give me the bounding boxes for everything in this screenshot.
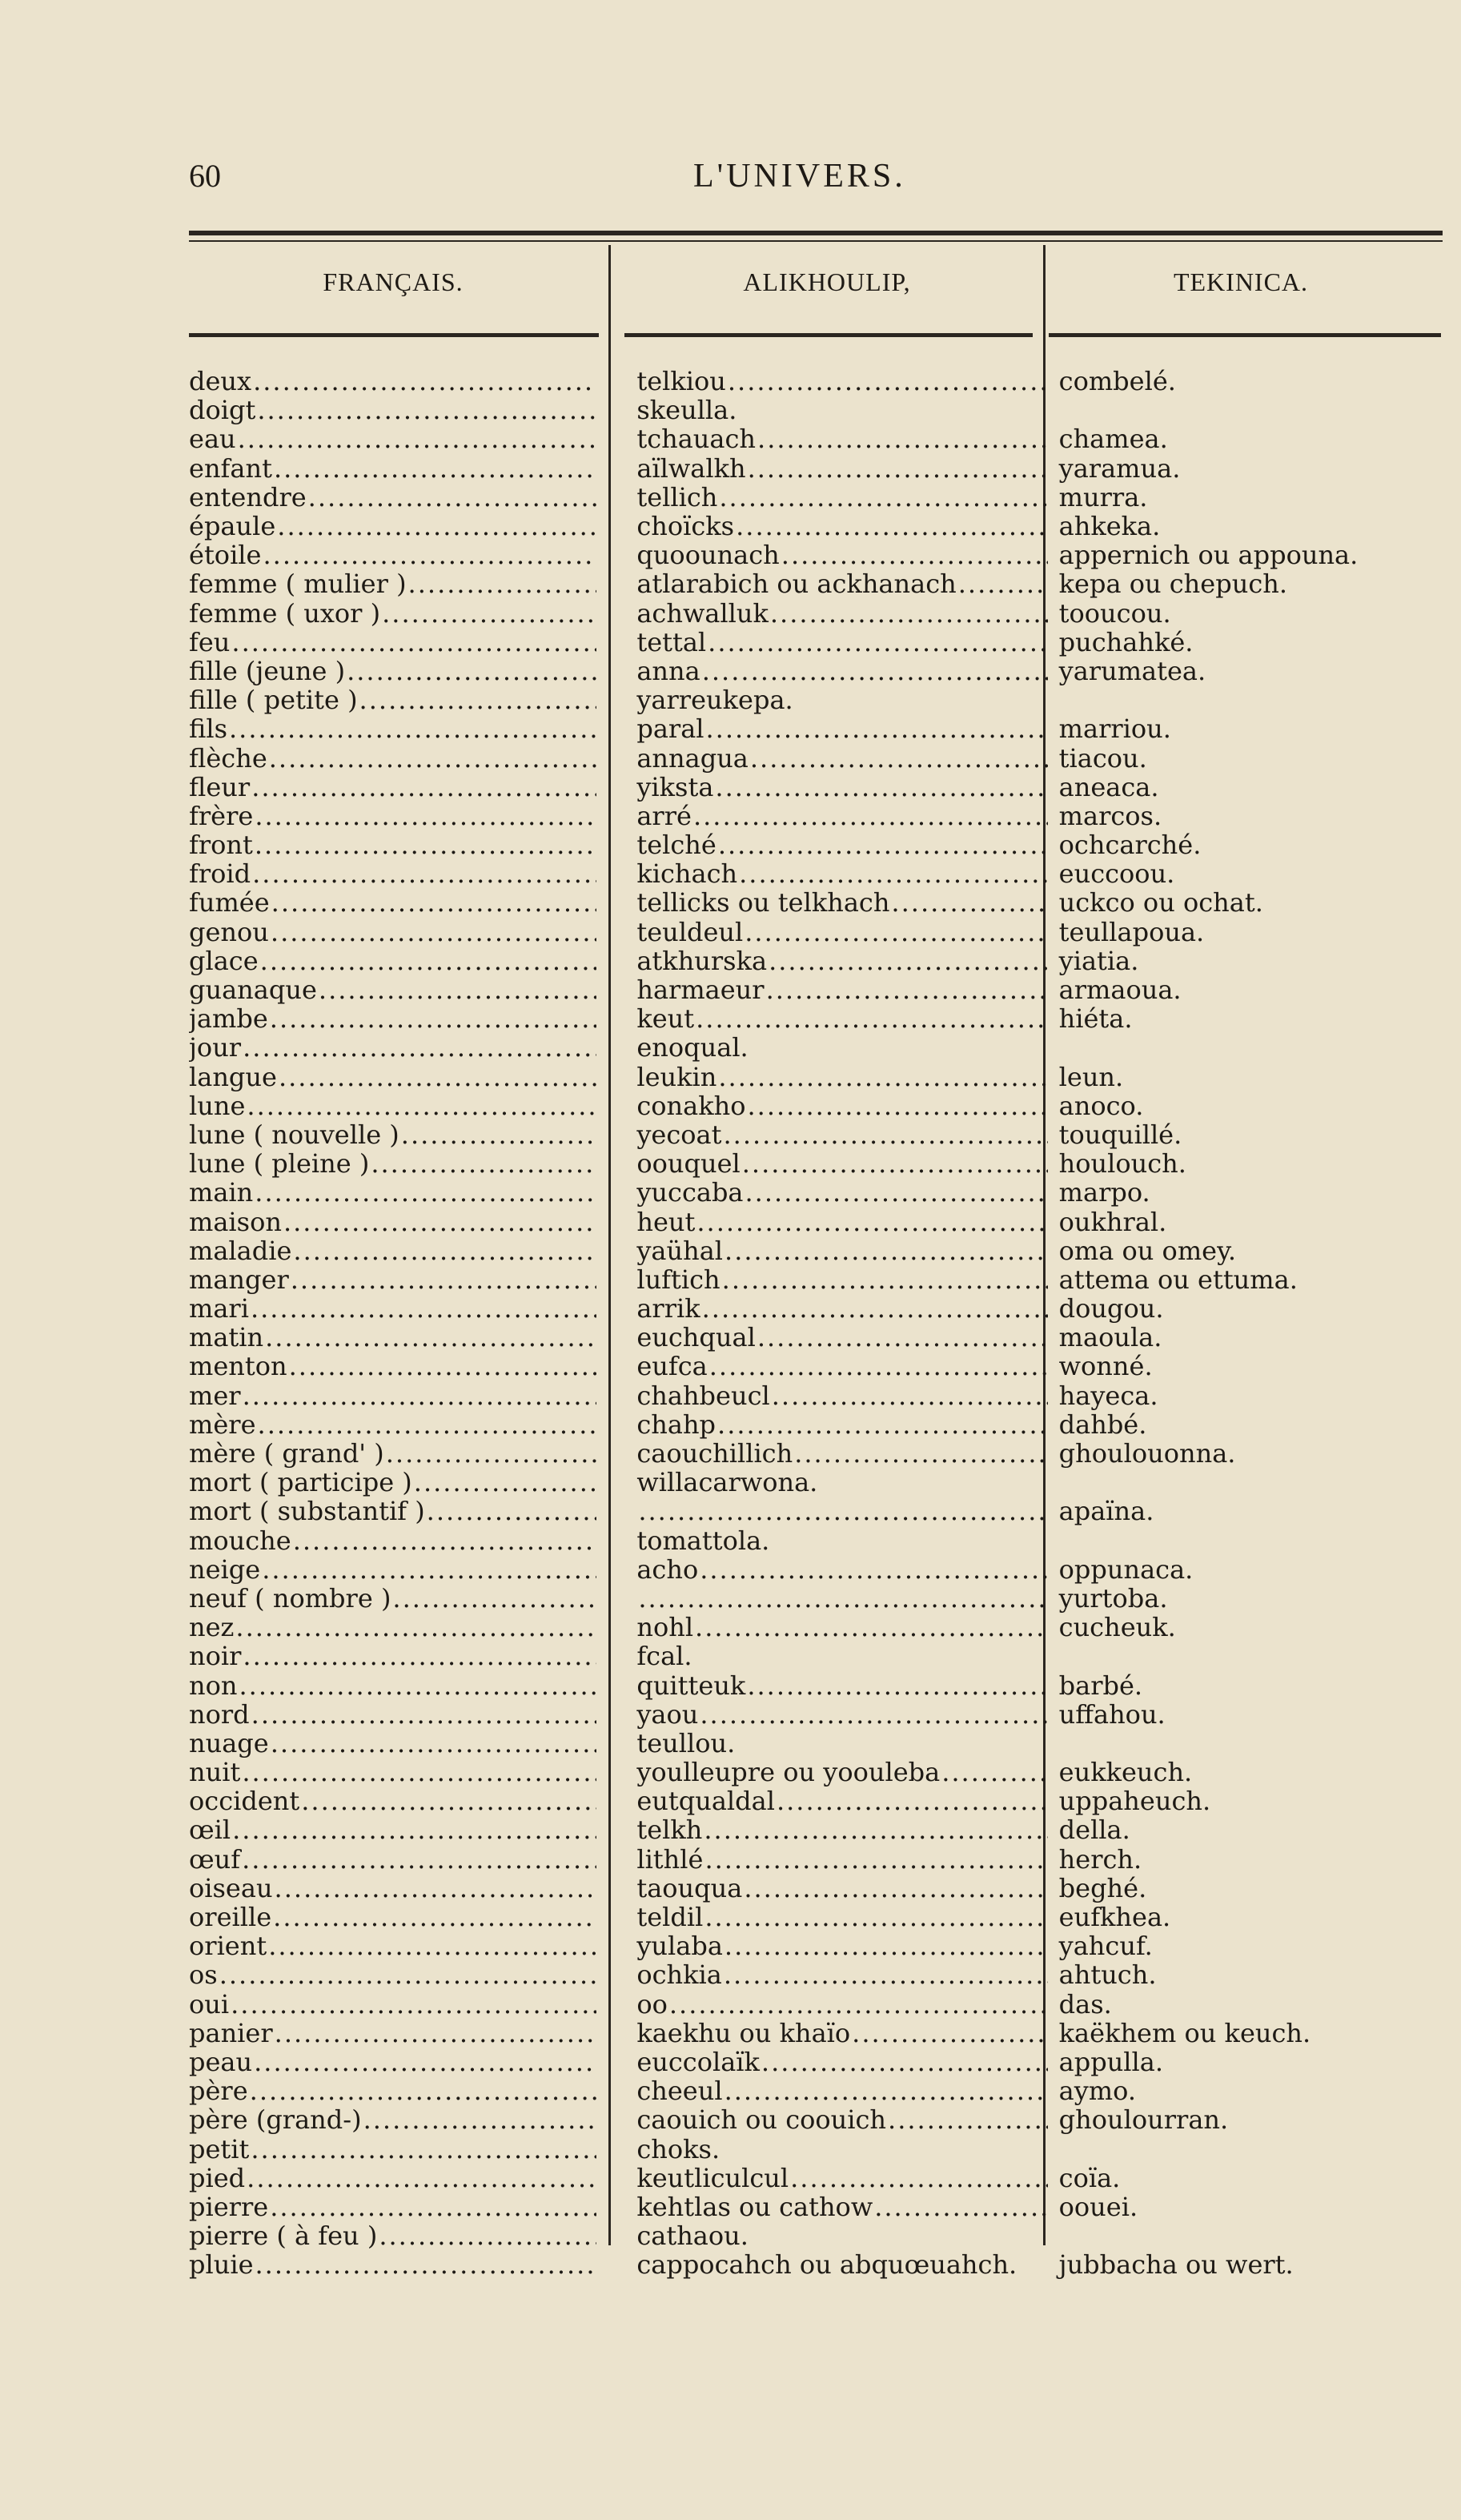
alikhoulip-word: yecoat ..... bbox=[624, 1120, 1047, 1149]
alikhoulip-word: teuldeul ..... bbox=[624, 918, 1047, 947]
tekinica-word: hayeca. bbox=[1058, 1381, 1158, 1410]
french-word: nuage ..... bbox=[189, 1729, 596, 1758]
alikhoulip-word: telkiou ..... bbox=[624, 367, 1047, 396]
top-rule bbox=[189, 231, 1443, 235]
table-row bbox=[189, 714, 1443, 743]
tekinica-word: marpo. bbox=[1058, 1178, 1150, 1208]
table-row bbox=[189, 1207, 1443, 1236]
alikhoulip-word: keutliculcul ..... bbox=[624, 2164, 1047, 2192]
tekinica-word: appulla. bbox=[1058, 2047, 1164, 2076]
french-word: pied ..... bbox=[189, 2164, 596, 2192]
tekinica-word: yaramua. bbox=[1058, 453, 1181, 483]
french-word: fils ..... bbox=[189, 714, 596, 743]
alikhoulip-word: arrik ..... bbox=[624, 1294, 1047, 1323]
table-row bbox=[189, 1613, 1443, 1642]
table-row bbox=[189, 2164, 1443, 2192]
table-row bbox=[189, 454, 1443, 483]
table-row bbox=[189, 569, 1443, 598]
alikhoulip-word: caouchillich ..... bbox=[624, 1439, 1047, 1468]
french-word: glace ..... bbox=[189, 947, 596, 975]
table-row bbox=[189, 975, 1443, 1004]
alikhoulip-word: kichach ..... bbox=[624, 859, 1047, 888]
french-word: deux ..... bbox=[189, 367, 596, 396]
french-word: main ..... bbox=[189, 1178, 596, 1207]
running-title: L'UNIVERS. bbox=[693, 158, 906, 195]
alikhoulip-word bbox=[624, 1584, 1047, 1613]
tekinica-word: tiacou. bbox=[1058, 743, 1147, 773]
table-row bbox=[189, 1352, 1443, 1381]
alikhoulip-word: yarreukepa. bbox=[636, 685, 793, 715]
french-word: front ..... bbox=[189, 830, 596, 859]
tekinica-word: wonné. bbox=[1058, 1352, 1153, 1381]
alikhoulip-word: skeulla. bbox=[636, 396, 737, 425]
french-word: matin ..... bbox=[189, 1323, 596, 1352]
table-row bbox=[189, 1845, 1443, 1874]
alikhoulip-word: choïcks ..... bbox=[624, 512, 1047, 541]
table-row bbox=[189, 1642, 1443, 1670]
french-word: noir ..... bbox=[189, 1642, 596, 1670]
french-word: neuf ( nombre ) ..... bbox=[189, 1584, 596, 1613]
french-word: mer ..... bbox=[189, 1381, 596, 1410]
french-word: père ..... bbox=[189, 2076, 596, 2105]
table-row bbox=[189, 1990, 1443, 2019]
table-row bbox=[189, 1815, 1443, 1844]
french-word: oiseau ..... bbox=[189, 1874, 596, 1903]
french-word: occident ..... bbox=[189, 1787, 596, 1815]
alikhoulip-word: acho ..... bbox=[624, 1555, 1047, 1584]
table-row bbox=[189, 2105, 1443, 2134]
alikhoulip-word: luftich ..... bbox=[624, 1265, 1047, 1294]
table-row bbox=[189, 2134, 1443, 2163]
tekinica-word: appernich ou appouna. bbox=[1058, 541, 1359, 570]
tekinica-word: marriou. bbox=[1058, 714, 1171, 744]
french-word: mort ( participe ) ..... bbox=[189, 1468, 596, 1497]
table-row bbox=[189, 1584, 1443, 1613]
alikhoulip-word: euccolaïk ..... bbox=[624, 2048, 1047, 2076]
table-row bbox=[189, 685, 1443, 714]
table-row bbox=[189, 396, 1443, 424]
tekinica-word: kepa ou chepuch. bbox=[1058, 569, 1288, 599]
tekinica-word: herch. bbox=[1058, 1844, 1142, 1874]
french-word: oreille ..... bbox=[189, 1903, 596, 1931]
alikhoulip-word: cheeul ..... bbox=[624, 2076, 1047, 2105]
french-word: jour ..... bbox=[189, 1033, 596, 1062]
french-word: œil ..... bbox=[189, 1815, 596, 1844]
french-word: jambe ..... bbox=[189, 1004, 596, 1033]
tekinica-word: yiatia. bbox=[1058, 946, 1139, 975]
french-word: doigt ..... bbox=[189, 396, 596, 424]
alikhoulip-word: kaekhu ou khaïo ..... bbox=[624, 2019, 1047, 2048]
tekinica-word: barbé. bbox=[1058, 1670, 1143, 1700]
table-row bbox=[189, 947, 1443, 975]
alikhoulip-word: harmaeur ..... bbox=[624, 975, 1047, 1004]
tekinica-word: hiéta. bbox=[1058, 1004, 1133, 1034]
french-word: neige ..... bbox=[189, 1555, 596, 1584]
tekinica-word: murra. bbox=[1058, 482, 1148, 512]
top-rule-thin bbox=[189, 240, 1443, 242]
alikhoulip-word: kehtlas ou cathow ..... bbox=[624, 2192, 1047, 2221]
tekinica-word: eukkeuch. bbox=[1058, 1758, 1193, 1787]
column-header-alikhoulip: ALIKHOULIP, bbox=[743, 267, 911, 296]
table-row bbox=[189, 888, 1443, 917]
french-word: orient ..... bbox=[189, 1931, 596, 1960]
tekinica-word: ghoulouonna. bbox=[1058, 1439, 1236, 1469]
table-row bbox=[189, 773, 1443, 802]
alikhoulip-word: oouquel ..... bbox=[624, 1149, 1047, 1178]
french-word: œuf ..... bbox=[189, 1845, 596, 1874]
alikhoulip-word: keut ..... bbox=[624, 1004, 1047, 1033]
alikhoulip-word: lithlé ..... bbox=[624, 1845, 1047, 1874]
tekinica-word: ahtuch. bbox=[1058, 1960, 1157, 1990]
tekinica-word: touquillé. bbox=[1058, 1119, 1182, 1149]
alikhoulip-word bbox=[624, 1497, 1047, 1525]
tekinica-word: ahkeka. bbox=[1058, 512, 1161, 541]
tekinica-word: oppunaca. bbox=[1058, 1554, 1194, 1584]
table-row bbox=[189, 1439, 1443, 1468]
table-row bbox=[189, 367, 1443, 396]
french-word: genou ..... bbox=[189, 918, 596, 947]
alikhoulip-word: yaou ..... bbox=[624, 1700, 1047, 1729]
french-word: feu ..... bbox=[189, 628, 596, 657]
table-row bbox=[189, 2019, 1443, 2048]
tekinica-word: cucheuk. bbox=[1058, 1613, 1176, 1642]
tekinica-word: combelé. bbox=[1058, 367, 1176, 396]
alikhoulip-word: tomattola. bbox=[636, 1525, 770, 1555]
french-word: nuit ..... bbox=[189, 1758, 596, 1787]
tekinica-word: ochcarché. bbox=[1058, 830, 1202, 860]
french-word: guanaque ..... bbox=[189, 975, 596, 1004]
alikhoulip-word: leukin ..... bbox=[624, 1063, 1047, 1091]
french-word: manger ..... bbox=[189, 1265, 596, 1294]
alikhoulip-word: willacarwona. bbox=[636, 1468, 818, 1497]
header-rule-alikhoulip bbox=[624, 333, 1033, 337]
alikhoulip-word: atlarabich ou ackhanach ..... bbox=[624, 569, 1047, 598]
french-word: langue ..... bbox=[189, 1063, 596, 1091]
tekinica-word: yurtoba. bbox=[1058, 1583, 1168, 1613]
table-row bbox=[189, 1091, 1443, 1120]
alikhoulip-word: tettal ..... bbox=[624, 628, 1047, 657]
tekinica-word: tooucou. bbox=[1058, 598, 1171, 628]
french-word: fumée ..... bbox=[189, 888, 596, 917]
french-word: peau ..... bbox=[189, 2048, 596, 2076]
alikhoulip-word: quitteuk ..... bbox=[624, 1671, 1047, 1700]
table-row bbox=[189, 2192, 1443, 2221]
alikhoulip-word: caouich ou coouich ..... bbox=[624, 2105, 1047, 2134]
tekinica-word: puchahké. bbox=[1058, 627, 1194, 657]
table-row bbox=[189, 1004, 1443, 1033]
french-word: panier ..... bbox=[189, 2019, 596, 2048]
alikhoulip-word: achwalluk ..... bbox=[624, 599, 1047, 628]
table-row bbox=[189, 2048, 1443, 2076]
table-row bbox=[189, 1497, 1443, 1525]
tekinica-word: das. bbox=[1058, 1989, 1112, 2019]
page-number: 60 bbox=[189, 158, 221, 194]
alikhoulip-word: paral ..... bbox=[624, 714, 1047, 743]
french-word: menton ..... bbox=[189, 1352, 596, 1381]
french-word: froid ..... bbox=[189, 859, 596, 888]
table-row bbox=[189, 483, 1443, 512]
table-row bbox=[189, 599, 1443, 628]
alikhoulip-word: yulaba ..... bbox=[624, 1931, 1047, 1960]
french-word: étoile ..... bbox=[189, 541, 596, 569]
tekinica-word: uppaheuch. bbox=[1058, 1787, 1211, 1816]
french-word: maladie ..... bbox=[189, 1236, 596, 1265]
table-row bbox=[189, 918, 1443, 947]
table-row bbox=[189, 1236, 1443, 1265]
french-word: oui ..... bbox=[189, 1990, 596, 2019]
alikhoulip-word: cappocahch ou abquœuahch. bbox=[636, 2250, 1017, 2280]
alikhoulip-word: conakho ..... bbox=[624, 1091, 1047, 1120]
tekinica-word: dahbé. bbox=[1058, 1409, 1147, 1439]
tekinica-word: chamea. bbox=[1058, 424, 1168, 454]
french-word: épaule ..... bbox=[189, 512, 596, 541]
table-row bbox=[189, 1960, 1443, 1989]
alikhoulip-word: nohl ..... bbox=[624, 1613, 1047, 1642]
table-row bbox=[189, 1033, 1443, 1062]
french-word: entendre ..... bbox=[189, 483, 596, 512]
table-row bbox=[189, 1063, 1443, 1091]
table-row bbox=[189, 1149, 1443, 1178]
french-word: femme ( uxor ) ..... bbox=[189, 599, 596, 628]
column-header-francais: FRANÇAIS. bbox=[323, 267, 464, 296]
table-row bbox=[189, 1265, 1443, 1294]
tekinica-word: oouei. bbox=[1058, 2192, 1138, 2221]
french-word: os ..... bbox=[189, 1960, 596, 1989]
table-row bbox=[189, 512, 1443, 541]
french-word: non ..... bbox=[189, 1671, 596, 1700]
french-word: lune ( pleine ) ..... bbox=[189, 1149, 596, 1178]
table-row bbox=[189, 2076, 1443, 2105]
tekinica-word: houlouch. bbox=[1058, 1149, 1186, 1179]
table-row bbox=[189, 541, 1443, 569]
tekinica-word: oukhral. bbox=[1058, 1207, 1167, 1236]
tekinica-word: ghoulourran. bbox=[1058, 2105, 1229, 2135]
french-word: petit ..... bbox=[189, 2135, 596, 2164]
french-word: fille ( petite ) ..... bbox=[189, 685, 596, 714]
tekinica-word: uffahou. bbox=[1058, 1699, 1166, 1729]
table-row bbox=[189, 1323, 1443, 1352]
french-word: mort ( substantif ) ..... bbox=[189, 1497, 596, 1525]
tekinica-word: leun. bbox=[1058, 1062, 1124, 1091]
alikhoulip-word: telché ..... bbox=[624, 830, 1047, 859]
french-word: enfant ..... bbox=[189, 454, 596, 483]
table-row bbox=[189, 859, 1443, 888]
table-row bbox=[189, 1758, 1443, 1787]
table-row bbox=[189, 1468, 1443, 1497]
tekinica-word: uckco ou ochat. bbox=[1058, 888, 1263, 918]
tekinica-word: eufkhea. bbox=[1058, 1903, 1171, 1932]
tekinica-word: dougou. bbox=[1058, 1294, 1164, 1324]
alikhoulip-word: youlleupre ou yoouleba ..... bbox=[624, 1758, 1047, 1787]
table-row bbox=[189, 1670, 1443, 1699]
alikhoulip-word: eutqualdal ..... bbox=[624, 1787, 1047, 1815]
alikhoulip-word: tellicks ou telkhach ..... bbox=[624, 888, 1047, 917]
tekinica-word: aymo. bbox=[1058, 2076, 1137, 2106]
tekinica-word: armaoua. bbox=[1058, 975, 1182, 1005]
french-word: lune ..... bbox=[189, 1091, 596, 1120]
french-word: pierre ( à feu ) ..... bbox=[189, 2221, 596, 2250]
tekinica-word: teullapoua. bbox=[1058, 917, 1205, 947]
tekinica-word: aneaca. bbox=[1058, 772, 1159, 802]
alikhoulip-word: enoqual. bbox=[636, 1033, 749, 1063]
french-word: flèche ..... bbox=[189, 744, 596, 773]
table-row bbox=[189, 743, 1443, 772]
table-row bbox=[189, 1526, 1443, 1555]
table-row bbox=[189, 2221, 1443, 2250]
french-word: nord ..... bbox=[189, 1700, 596, 1729]
table-row bbox=[189, 1729, 1443, 1758]
table-row bbox=[189, 1120, 1443, 1149]
french-word: pluie ..... bbox=[189, 2250, 596, 2279]
tekinica-word: jubbacha ou wert. bbox=[1058, 2250, 1294, 2280]
alikhoulip-word: quoounach ..... bbox=[624, 541, 1047, 569]
tekinica-word: beghé. bbox=[1058, 1873, 1147, 1903]
table-row bbox=[189, 2250, 1443, 2279]
tekinica-word: attema ou ettuma. bbox=[1058, 1264, 1298, 1294]
tekinica-word: marcos. bbox=[1058, 801, 1162, 830]
table-row bbox=[189, 1931, 1443, 1960]
french-word: nez ..... bbox=[189, 1613, 596, 1642]
french-word: lune ( nouvelle ) ..... bbox=[189, 1120, 596, 1149]
header-rule-francais bbox=[189, 333, 599, 337]
alikhoulip-word: eufca ..... bbox=[624, 1352, 1047, 1381]
header-rule-tekinica bbox=[1049, 333, 1441, 337]
alikhoulip-word: chahbeucl ..... bbox=[624, 1381, 1047, 1410]
alikhoulip-word: tchauach ..... bbox=[624, 424, 1047, 453]
table-row bbox=[189, 1787, 1443, 1815]
table-row bbox=[189, 657, 1443, 685]
french-word: mère ..... bbox=[189, 1410, 596, 1439]
table-row bbox=[189, 1874, 1443, 1903]
table-row bbox=[189, 1555, 1443, 1584]
alikhoulip-word: atkhurska ..... bbox=[624, 947, 1047, 975]
alikhoulip-word: yaühal ..... bbox=[624, 1236, 1047, 1265]
table-row bbox=[189, 1294, 1443, 1323]
french-word: frère ..... bbox=[189, 802, 596, 830]
table-row bbox=[189, 1410, 1443, 1439]
vocabulary-table bbox=[189, 367, 1443, 2279]
alikhoulip-word: anna ..... bbox=[624, 657, 1047, 685]
alikhoulip-word: telkh ..... bbox=[624, 1815, 1047, 1844]
tekinica-word: yarumatea. bbox=[1058, 656, 1206, 685]
french-word: mère ( grand' ) ..... bbox=[189, 1439, 596, 1468]
french-word: maison ..... bbox=[189, 1208, 596, 1236]
french-word: femme ( mulier ) ..... bbox=[189, 569, 596, 598]
table-row bbox=[189, 1700, 1443, 1729]
alikhoulip-word: euchqual ..... bbox=[624, 1323, 1047, 1352]
alikhoulip-word: chahp ..... bbox=[624, 1410, 1047, 1439]
table-row bbox=[189, 830, 1443, 859]
alikhoulip-word: aïlwalkh ..... bbox=[624, 454, 1047, 483]
table-row bbox=[189, 424, 1443, 453]
alikhoulip-word: yuccaba ..... bbox=[624, 1178, 1047, 1207]
french-word: pierre ..... bbox=[189, 2192, 596, 2221]
alikhoulip-word: arré ..... bbox=[624, 802, 1047, 830]
table-row bbox=[189, 802, 1443, 830]
alikhoulip-word: ochkia ..... bbox=[624, 1960, 1047, 1989]
alikhoulip-word: teullou. bbox=[636, 1728, 736, 1758]
tekinica-word: oma ou omey. bbox=[1058, 1236, 1237, 1265]
french-word: eau ..... bbox=[189, 424, 596, 453]
table-row bbox=[189, 1178, 1443, 1207]
french-word: mouche ..... bbox=[189, 1526, 596, 1555]
alikhoulip-word: fcal. bbox=[636, 1642, 692, 1671]
tekinica-word: della. bbox=[1058, 1815, 1130, 1845]
alikhoulip-word: oo ..... bbox=[624, 1990, 1047, 2019]
alikhoulip-word: taouqua ..... bbox=[624, 1874, 1047, 1903]
tekinica-word: euccoou. bbox=[1058, 859, 1175, 889]
alikhoulip-word: teldil ..... bbox=[624, 1903, 1047, 1931]
alikhoulip-word: heut ..... bbox=[624, 1208, 1047, 1236]
tekinica-word: maoula. bbox=[1058, 1323, 1162, 1352]
tekinica-word: yahcuf. bbox=[1058, 1931, 1153, 1961]
alikhoulip-word: annagua ..... bbox=[624, 744, 1047, 773]
table-row bbox=[189, 628, 1443, 657]
tekinica-word: coïa. bbox=[1058, 2163, 1121, 2192]
alikhoulip-word: choks. bbox=[636, 2134, 720, 2164]
french-word: mari ..... bbox=[189, 1294, 596, 1323]
tekinica-word: kaëkhem ou keuch. bbox=[1058, 2018, 1311, 2048]
alikhoulip-word: yiksta ..... bbox=[624, 773, 1047, 802]
alikhoulip-word: cathaou. bbox=[636, 2221, 749, 2251]
tekinica-word: anoco. bbox=[1058, 1091, 1144, 1120]
french-word: fleur ..... bbox=[189, 773, 596, 802]
french-word: père (grand-) ..... bbox=[189, 2105, 596, 2134]
french-word: fille (jeune ) ..... bbox=[189, 657, 596, 685]
table-row bbox=[189, 1381, 1443, 1410]
table-row bbox=[189, 1903, 1443, 1931]
alikhoulip-word: tellich ..... bbox=[624, 483, 1047, 512]
tekinica-word: apaïna. bbox=[1058, 1497, 1154, 1526]
column-header-tekinica: TEKINICA. bbox=[1173, 267, 1309, 296]
